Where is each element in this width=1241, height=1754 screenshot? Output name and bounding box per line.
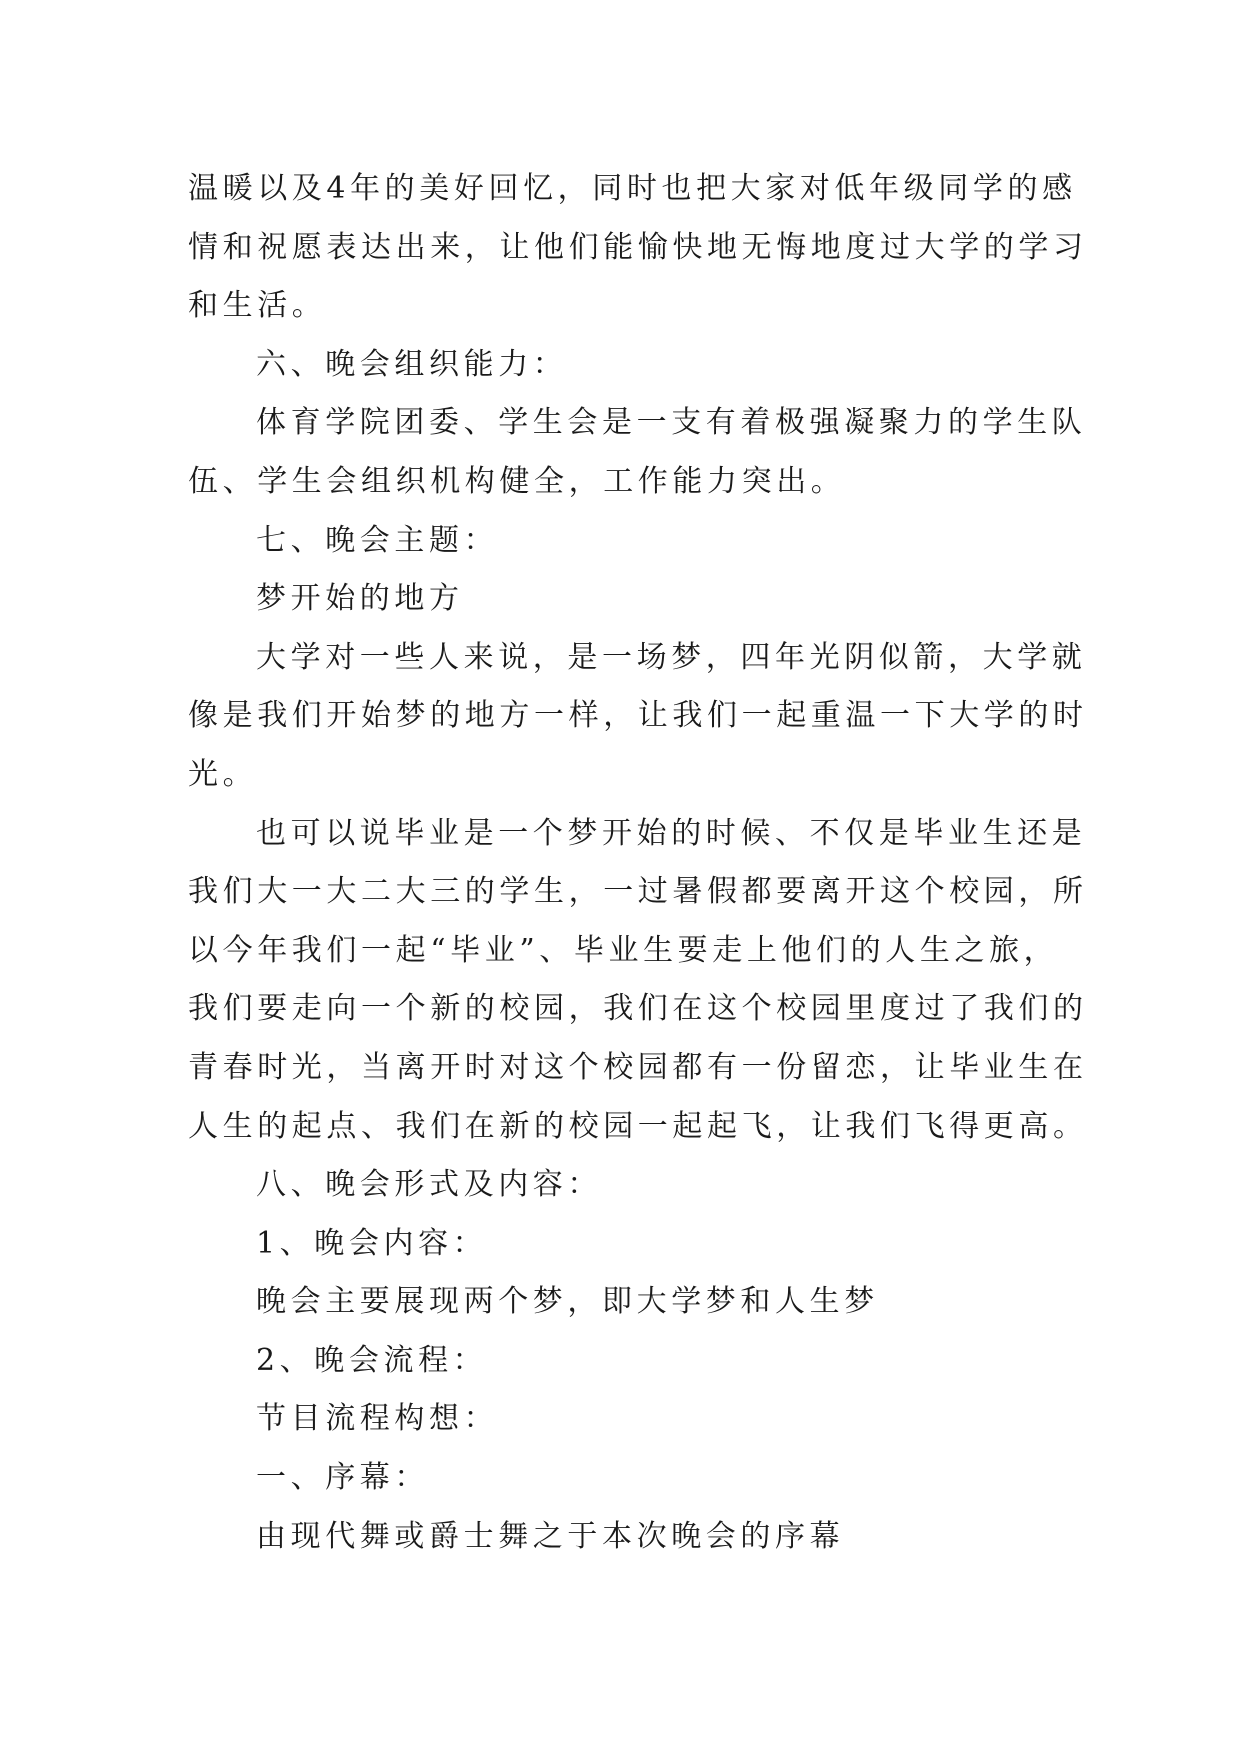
text-line: 大学对一些人来说，是一场梦，四年光阴似箭，大学就 xyxy=(256,639,1087,675)
subsection-heading: 一、序幕： xyxy=(256,1460,429,1496)
document-body xyxy=(188,160,1088,1566)
subsection-heading: 2、晚会流程： xyxy=(256,1342,488,1378)
text-line: 伍、学生会组织机构健全，工作能力突出。 xyxy=(188,463,846,499)
text-line: 体育学院团委、学生会是一支有着极强凝聚力的学生队 xyxy=(256,405,1087,441)
text-line: 我们大一大二大三的学生，一过暑假都要离开这个校园，所 xyxy=(188,874,1088,910)
text-line: 也可以说毕业是一个梦开始的时候、不仅是毕业生还是 xyxy=(256,815,1087,851)
text-line: 情和祝愿表达出来，让他们能愉快地无悔地度过大学的学习 xyxy=(188,229,1088,265)
text-line: 由现代舞或爵士舞之于本次晚会的序幕 xyxy=(256,1518,845,1554)
section-heading: 六、晚会组织能力： xyxy=(256,346,568,382)
theme-title: 梦开始的地方 xyxy=(256,581,464,617)
text-line: 光。 xyxy=(188,756,258,792)
text-line: 我们要走向一个新的校园，我们在这个校园里度过了我们的 xyxy=(188,991,1088,1027)
text-line: 人生的起点、我们在新的校园一起起飞，让我们飞得更高。 xyxy=(188,1108,1088,1144)
subsection-heading: 1、晚会内容： xyxy=(256,1225,488,1261)
section-heading: 八、晚会形式及内容： xyxy=(256,1167,602,1203)
text-line: 青春时光，当离开时对这个校园都有一份留恋，让毕业生在 xyxy=(188,1049,1088,1085)
text-line: 节目流程构想： xyxy=(256,1401,499,1437)
text-line: 温暖以及4年的美好回忆，同时也把大家对低年级同学的感 xyxy=(188,171,1077,206)
text-line: 晚会主要展现两个梦，即大学梦和人生梦 xyxy=(256,1284,879,1320)
text-line: 和生活。 xyxy=(188,288,327,324)
text-line: 以今年我们一起“毕业”、毕业生要走上他们的人生之旅， xyxy=(188,932,1059,968)
section-heading: 七、晚会主题： xyxy=(256,522,499,558)
text-line: 像是我们开始梦的地方一样，让我们一起重温一下大学的时 xyxy=(188,698,1088,734)
